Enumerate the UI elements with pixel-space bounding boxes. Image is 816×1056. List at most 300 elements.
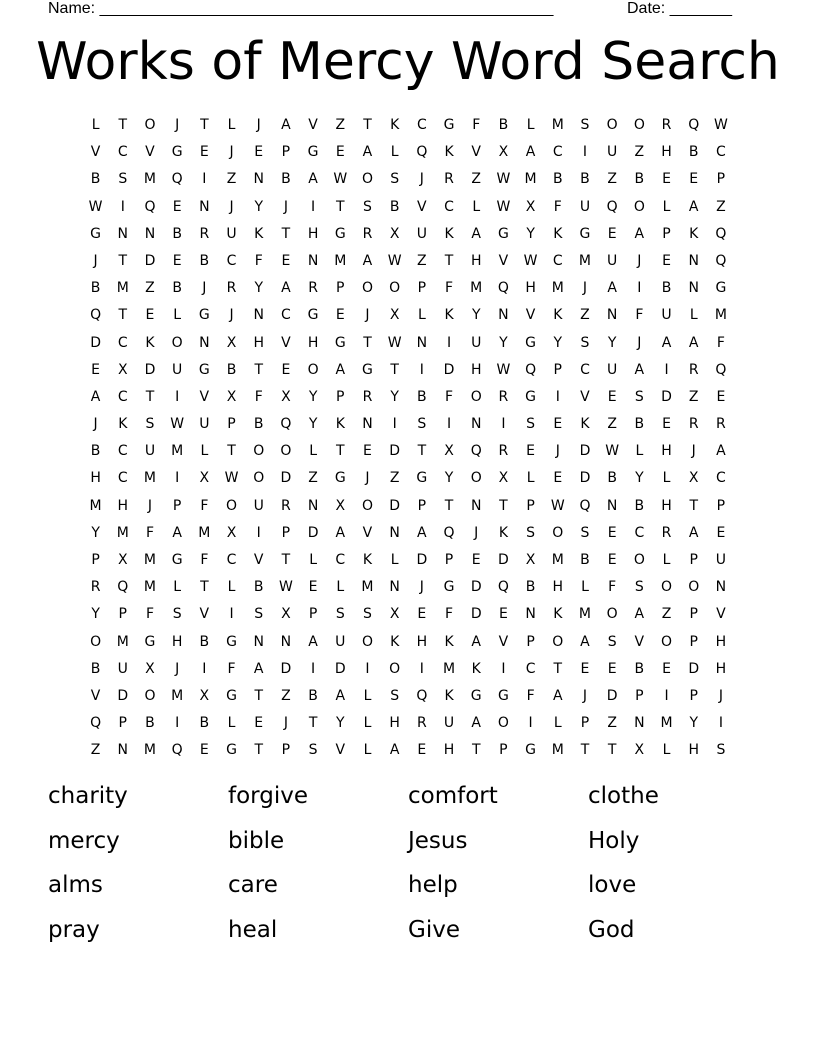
grid-letter: A (90, 388, 101, 405)
grid-letter: F (445, 280, 454, 297)
grid-letter: B (580, 171, 590, 188)
grid-row (82, 304, 742, 331)
grid-letter: M (551, 280, 564, 297)
grid-letter: A (335, 524, 346, 541)
grid-letter: B (308, 687, 318, 704)
grid-letter: E (607, 524, 617, 541)
grid-letter: E (471, 552, 481, 568)
grid-letter: V (362, 524, 373, 541)
grid-letter: V (90, 144, 101, 161)
grid-letter: Y (91, 606, 100, 623)
grid-letter: L (553, 715, 562, 732)
grid-letter: H (416, 633, 428, 650)
grid-letter: V (199, 388, 210, 405)
grid-letter: V (199, 606, 210, 623)
word-list-item: alms (48, 872, 103, 898)
grid-letter: J (229, 144, 234, 161)
grid-letter: S (363, 606, 372, 623)
grid-letter: B (145, 715, 155, 732)
grid-letter: V (253, 552, 264, 568)
grid-letter: G (334, 470, 346, 487)
grid-letter: O (389, 280, 401, 297)
grid-letter: O (552, 633, 564, 650)
grid-letter: D (579, 470, 591, 487)
grid-letter: B (634, 416, 645, 433)
grid-letter: W (170, 416, 185, 433)
grid-letter: O (389, 660, 401, 677)
grid-letter: G (525, 334, 537, 351)
grid-letter: V (417, 198, 427, 215)
grid-letter: U (172, 361, 183, 378)
grid-letter: O (307, 361, 319, 378)
grid-letter: Q (90, 307, 102, 324)
grid-letter: Z (308, 470, 318, 487)
grid-letter: R (226, 280, 237, 297)
grid-letter: M (143, 579, 157, 596)
grid-letter: A (253, 660, 264, 677)
grid-letter: J (175, 660, 180, 677)
grid-letter: A (172, 524, 182, 541)
grid-letter: J (147, 497, 153, 514)
grid-letter: V (498, 633, 509, 650)
grid-letter: S (634, 388, 644, 405)
grid-letter: T (145, 388, 155, 405)
grid-letter: D (280, 660, 292, 677)
grid-letter: X (281, 388, 291, 405)
grid-letter: W (387, 334, 402, 351)
grid-letter: B (607, 470, 617, 487)
word-list-item: charity (48, 783, 128, 809)
grid-letter: E (498, 606, 508, 623)
grid-letter: T (580, 742, 590, 759)
grid-letter: N (470, 416, 482, 433)
grid-letter: I (501, 660, 506, 677)
grid-letter: B (172, 280, 182, 297)
grid-row (82, 522, 742, 549)
grid-letter: U (117, 660, 128, 677)
grid-letter: Q (117, 579, 129, 596)
grid-letter: F (145, 606, 154, 623)
grid-letter: E (607, 552, 617, 568)
grid-row (82, 114, 742, 141)
grid-letter: D (470, 579, 482, 596)
grid-letter: B (634, 497, 645, 514)
grid-letter: H (307, 225, 319, 242)
grid-letter: D (688, 660, 700, 677)
grid-letter: M (551, 742, 564, 759)
grid-letter: N (117, 225, 129, 242)
grid-row (82, 467, 742, 494)
grid-letter: L (173, 579, 182, 596)
grid-letter: J (93, 252, 98, 269)
grid-letter: A (308, 633, 318, 650)
grid-letter: L (581, 579, 589, 596)
grid-letter: G (198, 361, 210, 378)
grid-letter: E (417, 742, 427, 759)
grid-letter: P (553, 361, 562, 378)
grid-letter: Y (607, 334, 617, 351)
grid-letter: G (715, 280, 727, 297)
grid-letter: P (635, 687, 644, 704)
grid-letter: S (172, 606, 182, 623)
grid-letter: S (335, 606, 345, 623)
grid-letter: N (144, 225, 156, 242)
grid-letter: W (523, 252, 538, 269)
grid-letter: T (254, 742, 263, 759)
grid-letter: N (199, 334, 210, 351)
grid-letter: K (390, 117, 400, 133)
grid-letter: C (117, 443, 128, 460)
grid-letter: M (660, 715, 673, 732)
grid-letter: T (254, 361, 263, 378)
grid-row (82, 359, 742, 386)
grid-letter: H (307, 334, 319, 351)
grid-letter: M (334, 252, 347, 269)
grid-letter: M (551, 552, 564, 568)
grid-letter: S (145, 416, 155, 433)
grid-letter: I (202, 660, 207, 677)
grid-letter: Y (254, 198, 263, 215)
grid-letter: A (362, 144, 373, 161)
grid-letter: E (662, 171, 671, 188)
grid-letter: A (281, 280, 291, 297)
grid-letter: R (498, 443, 509, 460)
grid-letter: P (91, 552, 100, 568)
grid-letter: Q (606, 198, 618, 215)
grid-letter: A (688, 334, 699, 351)
grid-letter: U (144, 443, 156, 460)
grid-letter: E (607, 660, 617, 677)
grid-letter: D (416, 552, 428, 568)
grid-letter: Z (145, 280, 155, 297)
grid-letter: O (470, 470, 482, 487)
grid-letter: E (607, 225, 617, 242)
grid-letter: Q (688, 117, 700, 133)
grid-letter: D (470, 606, 482, 623)
grid-letter: O (606, 606, 618, 623)
grid-letter: L (363, 715, 372, 732)
grid-letter: F (526, 687, 535, 704)
grid-letter: N (307, 497, 319, 514)
grid-letter: H (552, 579, 564, 596)
grid-letter: M (143, 171, 157, 188)
grid-letter: Q (171, 742, 183, 759)
grid-letter: E (526, 443, 536, 460)
grid-letter: L (200, 443, 209, 460)
grid-letter: O (361, 633, 373, 650)
grid-letter: U (443, 715, 455, 732)
header (0, 0, 816, 20)
grid-letter: V (498, 252, 509, 269)
grid-letter: E (662, 252, 671, 269)
grid-letter: X (444, 443, 454, 460)
grid-letter: Q (416, 144, 428, 161)
grid-letter: N (253, 633, 264, 650)
grid-letter: S (607, 633, 617, 650)
grid-letter: N (280, 633, 292, 650)
grid-letter: H (171, 633, 183, 650)
grid-letter: L (662, 742, 671, 759)
grid-letter: O (144, 687, 156, 704)
grid-row (82, 196, 742, 223)
grid-letter: E (254, 144, 264, 161)
grid-letter: S (526, 416, 536, 433)
grid-letter: V (716, 606, 726, 623)
grid-letter: L (689, 307, 698, 324)
grid-letter: C (117, 334, 128, 351)
grid-letter: A (552, 687, 563, 704)
grid-letter: W (88, 198, 103, 215)
grid-letter: D (307, 524, 319, 541)
grid-letter: G (525, 742, 537, 759)
grid-letter: W (224, 470, 239, 487)
grid-letter: R (308, 280, 318, 297)
grid-row (82, 440, 742, 467)
grid-letter: M (524, 171, 537, 188)
grid-letter: G (307, 307, 319, 324)
grid-letter: T (390, 361, 399, 378)
grid-letter: U (471, 334, 482, 351)
grid-letter: C (117, 388, 128, 405)
word-list-item: pray (48, 916, 100, 943)
grid-letter: P (662, 225, 671, 242)
grid-letter: U (335, 633, 346, 650)
grid-letter: F (200, 552, 209, 568)
grid-letter: H (90, 470, 101, 487)
grid-letter: W (713, 117, 728, 133)
grid-letter: Z (417, 252, 427, 269)
grid-letter: F (608, 579, 617, 596)
grid-row (82, 413, 742, 440)
grid-letter: X (281, 606, 291, 623)
grid-letter: T (254, 687, 263, 704)
grid-letter: J (256, 117, 261, 133)
grid-letter: L (662, 198, 671, 215)
grid-letter: O (171, 334, 183, 351)
grid-letter: E (662, 416, 671, 433)
grid-row (82, 250, 742, 277)
grid-letter: H (443, 742, 455, 759)
grid-letter: P (689, 633, 698, 650)
grid-letter: M (116, 524, 129, 541)
grid-letter: R (90, 579, 101, 596)
grid-letter: L (173, 307, 182, 324)
grid-letter: O (253, 470, 265, 487)
letter-grid (82, 114, 742, 767)
grid-letter: H (117, 497, 129, 514)
grid-letter: Q (525, 361, 537, 378)
grid-letter: B (90, 660, 101, 677)
grid-letter: F (716, 334, 725, 351)
grid-letter: U (253, 497, 264, 514)
grid-letter: T (363, 117, 372, 133)
grid-letter: F (145, 524, 154, 541)
grid-letter: Z (226, 171, 237, 188)
grid-letter: W (496, 171, 511, 188)
grid-letter: Q (171, 171, 183, 188)
grid-letter: X (226, 388, 237, 405)
grid-letter: T (118, 252, 128, 269)
grid-letter: T (444, 497, 454, 514)
grid-letter: I (718, 715, 723, 732)
grid-letter: X (498, 470, 509, 487)
grid-letter: I (311, 198, 316, 215)
grid-letter: O (361, 280, 373, 297)
grid-letter: L (227, 715, 236, 732)
grid-letter: M (89, 497, 102, 514)
grid-letter: T (281, 225, 291, 242)
grid-letter: Z (688, 388, 699, 405)
grid-letter: C (117, 144, 128, 161)
grid-letter: N (606, 307, 618, 324)
grid-letter: V (308, 117, 318, 133)
date-field: Date: _______ (627, 0, 732, 17)
grid-letter: B (199, 252, 210, 269)
grid-letter: C (580, 361, 590, 378)
grid-letter: A (335, 361, 346, 378)
grid-letter: B (253, 579, 264, 596)
grid-letter: D (443, 361, 455, 378)
word-list-item: forgive (228, 783, 308, 809)
grid-row (82, 658, 742, 685)
grid-letter: K (444, 687, 454, 704)
grid-letter: I (637, 280, 642, 297)
grid-letter: W (550, 497, 565, 514)
grid-letter: P (281, 144, 291, 161)
grid-letter: P (172, 497, 182, 514)
grid-letter: Q (715, 225, 727, 242)
grid-letter: G (226, 742, 237, 759)
grid-letter: M (143, 470, 157, 487)
grid-letter: J (718, 687, 723, 704)
grid-letter: X (525, 198, 536, 215)
grid-letter: B (552, 171, 563, 188)
grid-letter: W (333, 171, 348, 188)
grid-letter: P (716, 497, 726, 514)
grid-letter: B (226, 361, 237, 378)
grid-letter: F (445, 388, 454, 405)
grid-letter: N (715, 579, 727, 596)
grid-letter: T (308, 715, 318, 732)
grid-letter: T (553, 660, 563, 677)
grid-letter: D (144, 252, 156, 269)
grid-letter: W (496, 198, 511, 215)
grid-letter: E (662, 660, 671, 677)
grid-letter: P (526, 497, 535, 514)
grid-letter: E (363, 443, 372, 460)
grid-letter: B (253, 416, 264, 433)
grid-letter: Y (471, 307, 481, 324)
grid-letter: B (417, 388, 427, 405)
name-field: Name: ___________________________________________________ (48, 0, 554, 17)
grid-letter: E (607, 388, 617, 405)
grid-letter: D (280, 470, 292, 487)
grid-letter: P (417, 497, 427, 514)
grid-letter: P (689, 552, 698, 568)
grid-letter: I (311, 660, 316, 677)
grid-letter: T (118, 307, 128, 324)
grid-letter: C (552, 252, 563, 269)
grid-letter: C (525, 660, 536, 677)
grid-letter: S (526, 524, 536, 541)
grid-letter: D (389, 497, 401, 514)
grid-letter: C (444, 198, 454, 215)
grid-letter: N (307, 252, 319, 269)
grid-letter: O (688, 579, 700, 596)
word-list-item: Give (408, 916, 460, 943)
grid-letter: D (579, 443, 591, 460)
grid-letter: S (580, 117, 590, 133)
grid-letter: I (555, 388, 560, 405)
grid-letter: Z (716, 198, 726, 215)
grid-letter: I (175, 388, 180, 405)
grid-letter: A (688, 198, 699, 215)
grid-letter: G (90, 225, 102, 242)
grid-letter: T (444, 252, 454, 269)
grid-letter: N (688, 280, 699, 297)
grid-letter: Q (579, 497, 591, 514)
grid-letter: N (199, 198, 210, 215)
grid-letter: F (472, 117, 481, 133)
grid-letter: K (553, 606, 563, 623)
word-list-item: comfort (408, 783, 498, 809)
grid-letter: C (716, 144, 726, 161)
grid-letter: P (308, 606, 318, 623)
grid-letter: U (607, 252, 618, 269)
grid-letter: U (199, 416, 210, 433)
grid-letter: V (145, 144, 155, 161)
grid-letter: I (446, 334, 452, 351)
grid-letter: Q (715, 252, 727, 269)
grid-letter: C (416, 117, 427, 133)
grid-letter: I (392, 416, 397, 433)
grid-letter: Q (470, 443, 482, 460)
grid-letter: X (226, 334, 237, 351)
grid-letter: M (116, 280, 129, 297)
grid-letter: D (90, 334, 101, 351)
grid-letter: B (525, 579, 536, 596)
grid-letter: J (637, 252, 642, 269)
grid-letter: G (362, 361, 373, 378)
word-list-item: Jesus (408, 827, 468, 854)
grid-letter: W (496, 361, 511, 378)
grid-letter: T (471, 742, 481, 759)
grid-letter: D (117, 687, 129, 704)
grid-letter: T (200, 117, 209, 133)
grid-letter: Y (308, 388, 318, 405)
grid-letter: P (444, 552, 454, 568)
grid-letter: E (91, 361, 101, 378)
grid-letter: A (634, 606, 645, 623)
grid-letter: Z (634, 144, 645, 161)
grid-letter: Z (607, 715, 617, 732)
grid-letter: L (526, 470, 535, 487)
grid-letter: F (635, 307, 644, 324)
grid-letter: R (281, 497, 291, 514)
grid-letter: S (308, 742, 318, 759)
grid-letter: O (606, 117, 618, 133)
grid-letter: X (117, 361, 128, 378)
grid-row (82, 277, 742, 304)
grid-letter: M (551, 117, 564, 133)
grid-letter: I (501, 416, 506, 433)
grid-letter: O (90, 633, 102, 650)
grid-letter: A (525, 144, 536, 161)
grid-letter: Q (497, 280, 509, 297)
grid-letter: J (419, 171, 424, 188)
grid-letter: L (336, 579, 345, 596)
grid-row (82, 549, 742, 576)
